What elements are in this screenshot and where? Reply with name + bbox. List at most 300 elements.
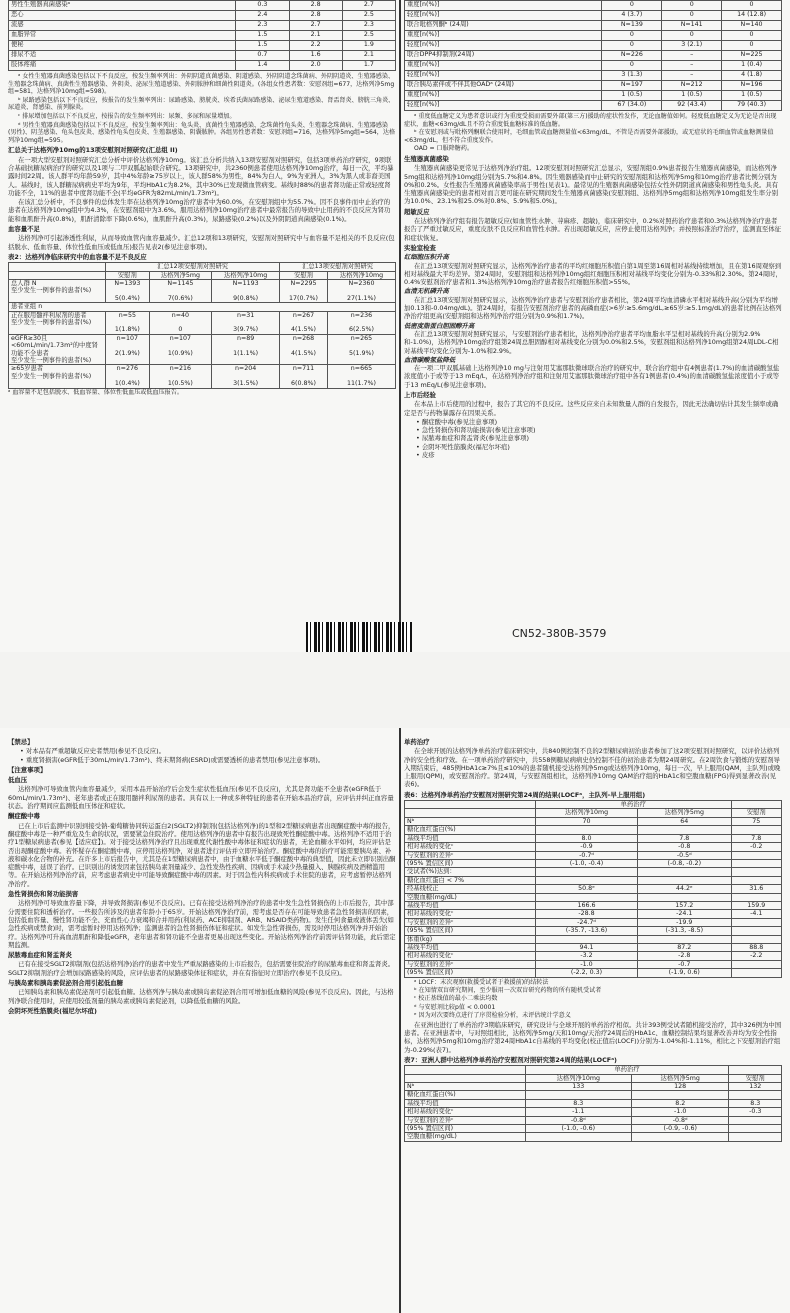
table-cell: 1.9 xyxy=(342,41,395,51)
table6 xyxy=(404,800,782,978)
table6-caption: 表6：达格列净单药治疗安慰剂对照研究第24周的结果(LOCFᵃ，主队列-早上服用组) xyxy=(404,790,646,799)
table-row xyxy=(405,1091,782,1099)
table-cell: 1.7 xyxy=(342,61,395,71)
row-label: 糖化血红蛋白(%) xyxy=(405,826,536,834)
table-row xyxy=(405,969,782,977)
table-cell: (-1.9, 0.6) xyxy=(638,969,732,977)
table-cell: 0.3 xyxy=(236,1,289,11)
top-left-column xyxy=(8,0,396,622)
table-row xyxy=(9,51,396,61)
page-gap xyxy=(0,652,790,728)
table-cell xyxy=(535,935,637,943)
table-header-row xyxy=(405,809,782,817)
genital-paragraph: 生殖器真菌感染更常见于达格列净治疗组。12项安慰剂对照研究汇总显示，安慰剂组0.9%患者报告生殖器真菌感染，而达格列净5mg组和达格列净10mg组分别为5.7%和4.8%。因生殖器感染而中止研究的安慰剂组和达格列净5mg和10mg治疗患者比例分别为0%和0.2%。女性报告生殖器真菌感染率高于男性(见表1)。最常见的生殖器真菌感染包括女性外阴阴道真菌感染和男性龟头炎。具有生殖器真菌感染史的患者相对而言更可能在研究期间发生生殖器真菌感染(安慰剂组、达格列净5mg组和达格列净10mg组发生率分别为10.0%、23.1%和25.0%对0.8%、5.9%和5.0%)。 xyxy=(404,164,779,206)
table-cell: 2.4 xyxy=(236,11,289,21)
table-corner xyxy=(9,263,106,271)
column-header: 达格列净10mg xyxy=(525,1074,631,1082)
bottom-left-column xyxy=(8,736,396,1313)
column-header: 达格列净5mg xyxy=(638,809,732,817)
table-cell: 2.7 xyxy=(289,21,342,31)
footnote: ᵇ 在安慰剂或与吡格列酮联合使用时，毛细血管或血糖测量值<63mg/dL，不管是否需要外部援助，或无症状的毛细血管或血糖测量值<63mg/dL，但不符合重度发作。 xyxy=(404,129,774,144)
row-label: Nᵇ xyxy=(405,1082,526,1090)
row-label: 便秘 xyxy=(9,41,236,51)
subgroup-label: 患者亚组 n xyxy=(9,303,396,311)
column-divider xyxy=(399,0,401,622)
list-item: • 会阴坏死性筋膜炎(福尼尔坏疽) xyxy=(416,443,782,451)
barcode xyxy=(306,622,412,652)
table-cell: -28.8 xyxy=(535,910,637,918)
footnote: OAD = 口服降糖药。 xyxy=(414,145,474,153)
warning-subheading: 会阴坏死性筋膜炎(福尼尔坏疽) xyxy=(8,1006,97,1015)
table-cell xyxy=(731,927,781,935)
table-corner xyxy=(731,801,781,809)
footnote: ᵃ 重度低血糖定义为患者意识或行为重度受损而需要外部(第三方)援助的症状性发作，无论血糖值如何。轻度低血糖定义为无论是否出现症状，血糖<63mg/dL且不符合重度低血糖标准的低血糖。 xyxy=(404,113,777,128)
table-cell: -0.8 xyxy=(638,843,732,851)
table-row xyxy=(405,1082,782,1090)
table-row xyxy=(9,41,396,51)
column-header: 达格列净10mg xyxy=(535,809,637,817)
table-cell xyxy=(525,1133,631,1141)
row-label: 联合胰岛素伴或不伴其他OADᵃ (24周) xyxy=(405,81,602,91)
table-row xyxy=(405,1124,782,1132)
row-label: 血脂异常 xyxy=(9,31,236,41)
table-cell: 79 (40.3) xyxy=(722,101,782,111)
table-cell xyxy=(638,826,732,834)
table-cell: 50.8ᵉ xyxy=(535,885,637,893)
table-cell: 2.8 xyxy=(289,1,342,11)
table-cell: N=1145 7(0.6%) xyxy=(149,280,211,303)
row-label: (95% 置信区间) xyxy=(405,927,536,935)
row-label: 基线平均值 xyxy=(405,943,536,951)
table-cell xyxy=(535,868,637,876)
row-label: (95% 置信区间) xyxy=(405,859,536,867)
row-label: 恶心 xyxy=(9,11,236,21)
warning-subheading: 急性肾损伤和肾功能损害 xyxy=(8,890,79,899)
table-cell: 2.3 xyxy=(342,21,395,31)
row-label: 空腹血糖(mg/dL) xyxy=(405,893,536,901)
paragraph: 在一项大型安慰剂对照研究汇总分析中评价达格列净10mg。该汇总分析共纳入13项安慰剂对照研究，包括3项单药治疗研究，9项联合基础抗糖尿病治疗的研究以及1项与二甲双胍起始联合研究。13项研究中，共2360例患者使用达格列净10mg治疗，每日一次，平均暴露时间22周。该人群平均年龄59岁，其中4%年龄≥75岁以上，该人群58%为男性，84%为白人，9%为亚洲人，3%为黑人或非裔美国人。基线时，该人群糖尿病病史平均为9年，平均HbA1c为8.2%，其中30%已发现微血管病变。基线时88%的患者肾功能正常或轻度肾功能不全，11%的患者中度肾功能不全(平均eGFR为82mL/min/1.73m²)。 xyxy=(8,155,394,197)
table-corner xyxy=(405,801,536,809)
table-cell: 133 xyxy=(525,1082,631,1090)
table-cell xyxy=(731,876,781,884)
table-cell: 1 (0.5) xyxy=(602,91,662,101)
table-row xyxy=(405,61,782,71)
hypovolemia-heading: 血容量不足 xyxy=(8,225,40,234)
list-item: • 对本品有严重超敏反应史者禁用(参见不良反应)。 xyxy=(20,747,396,755)
table-cell: n=268 4(1.5%) xyxy=(280,334,328,365)
list-item: • 重度肾损害(eGFR低于30mL/min/1.73m²)、终末期肾病(ESRD)或需要透析的患者禁用(参见注意事项)。 xyxy=(20,756,396,764)
table-cell: 1 (0.5) xyxy=(662,91,722,101)
row-label: 正在服用髓袢利尿剂的患者 至少发生一例事件的患者(%) xyxy=(9,311,106,334)
table-cell: N=196 xyxy=(722,81,782,91)
bottom-right-column xyxy=(404,736,782,1313)
table-cell: n=216 1(0.5%) xyxy=(149,365,211,388)
lab-paragraph: 在汇总13项安慰剂对照研究显示，达格列净治疗患者与安慰剂治疗患者相比，第24周平均血清磷水平相对基线升高(分别为平均增加0.13和-0.04mg/dL)。第24周时，有报告安慰剂治疗患者的高磷血症(>6岁:≥5.6mg/dL,≥65岁:≥5.1mg/dL)的患者比例在达格列净治疗组更高(安慰剂组和达格列净治疗组分别为0.9%和1.7%)。 xyxy=(404,295,782,321)
table-cell xyxy=(731,969,781,977)
paragraph: 在该汇总分析中，不良事件的总体发生率在达格列净10mg治疗患者中为60.0%，在安慰剂组中为55.7%。因不良事件而中止治疗的患者在达格列净10mg组中为4.3%，在安慰剂组中为3.6%。服用达格列净10mg治疗患者中最常报告的导致中止用药的不良反应为肾功能和血肌酐升高(0.8%)，肌酐清除率下降(0.6%)，血肌酐升高(0.3%)，尿路感染(0.2%)以及外阴阴道真菌感染(0.1%)。 xyxy=(8,198,391,223)
table-row xyxy=(9,311,396,334)
top-right-column xyxy=(404,0,782,622)
table-row xyxy=(405,859,782,867)
footnote: ᶜ 校正基线值的最小二乘法均数 xyxy=(414,995,498,1003)
column-header: 达格列净5mg xyxy=(631,1074,728,1082)
table-cell: (-31.3, -8.5) xyxy=(638,927,732,935)
table-cell: 0 xyxy=(662,1,722,11)
table-row xyxy=(9,21,396,31)
footnote: ᶜ 排尿增加包括以下不良反应，按报告的发生频率列出：尿频、多尿和尿量增加。 xyxy=(18,112,236,120)
table-cell: -4.1 xyxy=(731,910,781,918)
table-cell: -2.8 xyxy=(638,952,732,960)
table-cell xyxy=(729,1133,782,1141)
hypoglycemia-footnotes xyxy=(404,113,782,153)
row-label: 联合吡格列酮ᵇ (24周) xyxy=(405,21,602,31)
table-cell: 157.2 xyxy=(638,901,732,909)
table-cell: 0.7 xyxy=(236,51,289,61)
table-row xyxy=(9,334,396,365)
table-cell: N=140 xyxy=(722,21,782,31)
table-cell: -3.2 xyxy=(535,952,637,960)
table-row xyxy=(405,71,782,81)
table-cell: 1.5 xyxy=(236,31,289,41)
table-cell xyxy=(729,1091,782,1099)
table-header-row xyxy=(9,271,396,279)
table2-caption: 表2：达格列净临床研究中的血容量不足不良反应 xyxy=(8,252,147,261)
table-cell xyxy=(638,868,732,876)
table-cell: 159.9 xyxy=(731,901,781,909)
table-cell: 2.8 xyxy=(289,11,342,21)
table-corner xyxy=(405,1074,526,1082)
table-cell: 2.3 xyxy=(236,21,289,31)
table-cell xyxy=(631,1133,728,1141)
table-cell: N=141 xyxy=(662,21,722,31)
row-label: 基线平均值 xyxy=(405,901,536,909)
warning-subheading: 与胰岛素和胰岛素促泌剂合用引起低血糖 xyxy=(8,979,124,988)
table-cell: 0 xyxy=(722,31,782,41)
lab-subheading: 血清碳酸氢盐降低 xyxy=(404,355,456,364)
table-cell: 7.8 xyxy=(638,834,732,842)
table-cell: 3 (2.1) xyxy=(662,41,722,51)
row-label: 糖化血红蛋白 < 7% xyxy=(405,876,536,884)
row-label: 经基线校正 xyxy=(405,885,536,893)
table-cell: (-0.8, -0.2) xyxy=(638,859,732,867)
row-label: 排尿不适 xyxy=(9,51,236,61)
table6-footnotes xyxy=(404,979,782,1020)
row-label: 与安慰剂的差异ᶜ xyxy=(405,960,536,968)
row-label: (95% 置信区间) xyxy=(405,1124,526,1132)
table-row xyxy=(405,935,782,943)
group-header: 单药治疗 xyxy=(525,1066,729,1074)
table-row xyxy=(405,11,782,21)
table-cell: -0.5ᵈ xyxy=(638,851,732,859)
table-row xyxy=(405,901,782,909)
table-cell: -1.0 xyxy=(631,1108,728,1116)
lab-sections xyxy=(404,253,782,389)
table-cell: 7.8 xyxy=(731,834,781,842)
table-cell: -0.9 xyxy=(535,843,637,851)
warning-subheading: 酮症酸中毒 xyxy=(8,812,40,821)
genital-heading: 生殖器真菌感染 xyxy=(404,154,449,163)
table-cell xyxy=(631,1091,728,1099)
row-label: 基线平均值 xyxy=(405,1099,526,1107)
table-cell: N=212 xyxy=(662,81,722,91)
table-row xyxy=(405,21,782,31)
table-cell: 44.2ᵉ xyxy=(638,885,732,893)
asia-paragraph: 在亚洲也进行了单药治疗3期临床研究，研究设计与全球开展的单药治疗相似。共计393例受试者随机接受治疗，其中326例为中国患者。在亚洲患者中，与对照组相比，达格列净5mg/天和10mg/天治疗24周后的HbA1c、血糖控制结果均显著改善并均为安全性指标，达格列净5mg和10mg治疗第24周HbA1c自基线的平均变化(校正值后(LOCF))分别为-1.04%和-1.11%，相比之下安慰剂治疗组为-0.29%(表7)。 xyxy=(404,1020,782,1054)
table-cell: n=665 11(1.7%) xyxy=(327,365,395,388)
table-cell: (-0.9, -0.6) xyxy=(631,1124,728,1132)
warning-subheading: 低血压 xyxy=(8,776,28,785)
table-row xyxy=(9,280,396,303)
table-cell xyxy=(731,960,781,968)
column-header: 安慰剂 xyxy=(729,1074,782,1082)
table-row xyxy=(405,41,782,51)
list-item: • 尿脓毒血症和肾盂肾炎(参见注意事项) xyxy=(416,434,782,442)
postmarketing-heading: 上市后经验 xyxy=(404,390,436,399)
table-cell: 88.8 xyxy=(731,943,781,951)
column-header: 安慰剂 xyxy=(280,271,328,279)
table-cell: n=89 1(1.1%) xyxy=(212,334,280,365)
table-cell: 4 (1.8) xyxy=(722,71,782,81)
table-row xyxy=(405,885,782,893)
table-row xyxy=(405,843,782,851)
warning-paragraph: 已在上市后监测中识别到接受钠-葡萄糖协同转运蛋白2(SGLT2)抑制剂(包括达格列净)的1型和2型糖尿病患者出现酮症酸中毒的报告，酮症酸中毒是一种严重危及生命的状况，需要紧急住院治疗。使用达格列净的患者中有报告出现致死性酮症酸中毒。达格列净不适用于治疗1型糖尿病患者(参见【适应症】)。对于接受达格列净治疗且出现重度代谢性酸中毒体征和症状的患者，无论血糖水平如何，均应评估是否出现酮症酸中毒。若怀疑存在酮症酸中毒，应停用达格列净，对患者进行评估并立即开始治疗。酮症酸中毒的治疗可能需要胰岛素、补液和碳水化合物的补充。在许多上市后报告中，尤其是在1型糖尿病患者中，由于血糖水平低于酮症酸中毒的典型值，因此未立即识别出酮症酸中毒，延误了治疗。已识别出的诱发因素包括胰岛素剂量减少、急性发热性疾病、因病或手术减少热量摄入、胰腺疾病及酒精滥用等。在开始达格列净治疗前，应考虑患者病史中可能导致酮症酸中毒的因素。对于因急性内科疾病或手术住院的患者，应考虑暂停达格列净治疗。 xyxy=(8,821,396,888)
table-row xyxy=(405,943,782,951)
table-cell xyxy=(729,1124,782,1132)
table-cell: -2.2 xyxy=(731,952,781,960)
table-cell: (-35.7, -13.6) xyxy=(535,927,637,935)
list-item: • 皮疹 xyxy=(416,451,782,459)
table-row xyxy=(405,81,782,91)
table-cell: (-1.0, -0.6) xyxy=(525,1124,631,1132)
table-cell xyxy=(535,893,637,901)
table-cell: -0.2 xyxy=(731,843,781,851)
table-row xyxy=(405,1,782,11)
table-cell: N=139 xyxy=(602,21,662,31)
table-cell: 0 xyxy=(602,31,662,41)
row-label: 相对基线的变化ᶜ xyxy=(405,910,536,918)
table-cell: -0.7 xyxy=(638,960,732,968)
lab-subheading: 血清无机磷升高 xyxy=(404,287,449,296)
table-header-row xyxy=(405,1074,782,1082)
table-cell xyxy=(731,918,781,926)
table-corner xyxy=(9,271,106,279)
table-row xyxy=(9,61,396,71)
document-code: CN52-380B-3579 xyxy=(512,627,607,640)
table-cell: 2.5 xyxy=(342,31,395,41)
row-label: 联合DPP4抑制剂(24周) xyxy=(405,51,602,61)
table-cell: -24.7ᵈ xyxy=(535,918,637,926)
table-cell: 1 (0.4) xyxy=(722,61,782,71)
table-cell: 14 (12.8) xyxy=(722,11,782,21)
column-divider-bottom xyxy=(399,728,401,1313)
group-header: 单药治疗 xyxy=(535,801,731,809)
table-cell: -0.7ᵈ xyxy=(535,851,637,859)
table-cell xyxy=(729,1116,782,1124)
table-row xyxy=(405,91,782,101)
table2 xyxy=(8,262,396,389)
pool13-header: 汇总13项安慰剂对照研究 xyxy=(280,263,396,271)
row-label: 糖化血红蛋白(%) xyxy=(405,1091,526,1099)
warning-paragraph: 达格列净可导致血容量下降，并导致肾损害(参见不良反应)。已有在接受达格列净治疗的患者中发生急性肾损伤的上市后报告，其中部分需要住院和透析治疗。一些报告所涉及的患者年龄小于65岁。开始达格列净治疗前，需考虑是否存在可能导致患者急性肾损害的因素，包括低血容量、慢性肾功能不全、充血性心力衰竭和合并用药(利尿药、ACE抑制剂、ARB、NSAID类药物)。发生任何食量或液体丢失(如急性疾病或禁食)时，需考虑暂时停用达格列净；监测患者的急性肾损伤体征和症状。如发生急性肾损伤，需及时停用达格列净并开始治疗。达格列净可升高血清肌酐和降低eGFR，老年患者和肾功能不全患者更易出现这些变化。开始达格列净治疗前需评估肾功能，此后需定期监测。 xyxy=(8,899,396,949)
lab-paragraph: 在一项二甲双胍基础上达格列净10 mg与注射用艾塞那肽微球联合治疗的研究中，联合治疗组中有4例患者(1.7%)的血清碳酸氢盐浓度值小于或等于13 mEq/L，在达格列净治疗组和注射用艾塞那肽微球治疗组中各有1例患者(0.4%)的血清碳酸氢盐浓度值小于或等于13 mEq/L(参见注意事项)。 xyxy=(404,364,780,389)
table-cell xyxy=(731,826,781,834)
table-cell xyxy=(638,935,732,943)
table-row xyxy=(9,11,396,21)
table-corner xyxy=(405,1066,526,1074)
warning-paragraph: 达格列净可导致血管内血容量减少，采用本品开始治疗后会发生症状性低血压(参见不良反应)，尤其是肾功能不全患者(eGFR低于60mL/min/1.73m²)、老年患者或正在服用髓袢利尿剂的患者。具有以上一种或多种特征的患者在开始本品治疗前，应评估并纠正血容量状态。治疗期间应监测低血压体征和症状。 xyxy=(8,785,394,811)
table1-footnotes xyxy=(8,73,396,144)
table-cell: 8.3 xyxy=(525,1099,631,1107)
contraindications-list xyxy=(8,747,396,764)
table-cell: 70 xyxy=(535,817,637,825)
postmarketing-paragraph: 在本品上市后使用的过程中，报告了其它的不良反应。这些反应来自未知数量人群的自发报告，因此无法确切估计其发生频率或确定是否与药物暴露存在因果关系。 xyxy=(404,400,779,417)
row-label: 轻度[n(%)] xyxy=(405,41,602,51)
table-row xyxy=(405,1108,782,1116)
table-cell: (-2.2, 0.3) xyxy=(535,969,637,977)
lab-subheading: 红细胞压积升高 xyxy=(404,253,449,262)
column-header: 安慰剂 xyxy=(731,809,781,817)
table-cell: 2.1 xyxy=(342,51,395,61)
table-cell: 8.0 xyxy=(535,834,637,842)
hypoglycemia-table-tail xyxy=(404,0,782,111)
table-row xyxy=(405,817,782,825)
footnote: ᵃ LOCF：末次观察(救援受试者于救援前)的结转法 xyxy=(414,978,549,986)
table-row xyxy=(405,51,782,61)
warning-paragraph: 已知胰岛素和胰岛素促泌剂可引起低血糖。达格列净与胰岛素或胰岛素促泌剂合用可增加低血糖的风险(参见不良反应)。因此，与达格列净联合使用时，应使用较低剂量的胰岛素或胰岛素促泌剂，以降低低血糖的风险。 xyxy=(8,988,394,1005)
table-cell xyxy=(638,876,732,884)
table-row xyxy=(9,1,396,11)
warnings-heading: 【注意事项】 xyxy=(8,765,47,774)
hypovolemia-paragraph: 达格列净可引起渗透性利尿，从而导致血管内血容量减少。汇总12项和13项研究，安慰剂对照研究中与血容量不足相关的不良反应(包括脱水、低血容量、体位性低血压或低血压)报告见表2(参见注意事项)。 xyxy=(8,234,395,251)
pool-heading: 汇总关于达格列净10mg的13项安慰剂对照研究(汇总组 II) xyxy=(8,146,178,155)
table-cell xyxy=(731,851,781,859)
row-label: 轻度[n(%)] xyxy=(405,101,602,111)
table-cell: 2.5 xyxy=(342,11,395,21)
table-cell: -19.9 xyxy=(638,918,732,926)
table-header-row xyxy=(9,263,396,271)
table-cell: N=226 xyxy=(602,51,662,61)
table-cell: N=1393 5(0.4%) xyxy=(106,280,150,303)
table-cell: n=265 5(1.9%) xyxy=(327,334,395,365)
table-row xyxy=(405,1116,782,1124)
row-label: 受试者(%)达到： xyxy=(405,868,536,876)
table-row xyxy=(405,918,782,926)
monotherapy-heading: 单药治疗 xyxy=(404,738,430,746)
row-label: 相对基线的变化ᶜ xyxy=(405,952,536,960)
row-label: 与安慰剂的差异ᶜ xyxy=(405,1116,526,1124)
bottom-page xyxy=(0,728,790,1313)
table-cell: – xyxy=(662,61,722,71)
table-cell xyxy=(525,1091,631,1099)
row-label: 体重(kg) xyxy=(405,935,536,943)
row-label: 轻度[n(%)] xyxy=(405,71,602,81)
column-header: 达格列净5mg xyxy=(149,271,211,279)
table-cell: – xyxy=(662,71,722,81)
table-cell: 1 (0.5) xyxy=(722,91,782,101)
row-label: 基线平均值 xyxy=(405,834,536,842)
pool12-header: 汇总12项安慰剂对照研究 xyxy=(106,263,280,271)
table-cell: 0 xyxy=(602,61,662,71)
adverse-reaction-table-tail xyxy=(8,0,396,71)
table-header-row xyxy=(405,1066,782,1074)
table-cell: 92 (43.4) xyxy=(662,101,722,111)
table-cell: -1.1 xyxy=(525,1108,631,1116)
row-label: (95% 置信区间) xyxy=(405,969,536,977)
table-cell: -0.3 xyxy=(729,1108,782,1116)
table-cell: – xyxy=(662,51,722,61)
table-cell: 8.3 xyxy=(729,1099,782,1107)
table-cell xyxy=(731,868,781,876)
row-label: 流感 xyxy=(9,21,236,31)
warning-subheading: 尿脓毒血症和肾盂肾炎 xyxy=(8,951,72,960)
table-cell: 2.0 xyxy=(289,61,342,71)
list-item: • 酮症酸中毒(参见注意事项) xyxy=(416,418,782,426)
pool-paragraphs xyxy=(8,156,396,223)
column-header: 达格列净10mg xyxy=(327,271,395,279)
table-row xyxy=(405,31,782,41)
row-label: eGFR≥30且<60mL/min/1.73m²的中度肾功能不全患者 至少发生一例事件的患者(%) xyxy=(9,334,106,365)
row-label: 肢体疼痛 xyxy=(9,61,236,71)
table-cell: N=1193 9(0.8%) xyxy=(212,280,280,303)
table-cell: n=107 2(1.9%) xyxy=(106,334,150,365)
table-cell: 94.1 xyxy=(535,943,637,951)
table-cell: 3 (1.3) xyxy=(602,71,662,81)
table-cell: n=55 1(1.8%) xyxy=(106,311,150,334)
table-cell: n=40 0 xyxy=(149,311,211,334)
row-label: ≥65岁患者 至少发生一例事件的患者(%) xyxy=(9,365,106,388)
table-cell: -0.8ᵈ xyxy=(631,1116,728,1124)
lab-heading: 实验室检查 xyxy=(404,243,436,252)
row-label: 重度[n(%)] xyxy=(405,61,602,71)
table-row xyxy=(405,910,782,918)
row-label: 重度[n(%)] xyxy=(405,1,602,11)
footnote: ᵇ 尿路感染包括以下不良反应，按报告的发生频率列出：尿路感染、膀胱炎、埃希氏菌尿路感染、泌尿生殖道感染、肾盂肾炎、膀胱三角炎、尿道炎、肾感染、前列腺炎。 xyxy=(8,96,395,112)
lab-paragraph: 在汇总13项安慰剂对照研究显示，达格列净治疗患者的平均红细胞压积值自第1周至第16周相对基线持续增加，且在第16周观察到相对基线最大平均差异。第24周时，安慰剂组和达格列净10mg组红细胞压积相对基线平均变化分别为-0.33%和2.30%。第24周时，0.4%安慰剂治疗患者和1.3%达格列净10mg治疗患者报告红细胞压积值>55%。 xyxy=(404,261,782,287)
footnote: ᵇ 在知情双盲研究期间，至少服用一次双盲研究药物的所有随机受试者 xyxy=(414,987,602,995)
table-cell: 2.1 xyxy=(289,31,342,41)
table-cell: 0 xyxy=(662,31,722,41)
table-cell: n=31 3(9.7%) xyxy=(212,311,280,334)
row-label: 与安慰剂的差异ᶜ xyxy=(405,851,536,859)
lab-subheading: 低密度脂蛋白胆固醇升高 xyxy=(404,321,475,330)
table7-caption: 表7：亚洲人群中达格列净单药治疗安慰剂对照研究第24周的结果(LOCFᵃ) xyxy=(404,1055,617,1064)
table-cell: -24.1 xyxy=(638,910,732,918)
row-label: Nᵇ xyxy=(405,817,536,825)
subgroup-row xyxy=(9,303,396,311)
table-cell xyxy=(731,859,781,867)
table-cell xyxy=(731,935,781,943)
table-cell: n=267 4(1.5%) xyxy=(280,311,328,334)
table-row xyxy=(9,365,396,388)
table-cell xyxy=(535,876,637,884)
table-cell: N=225 xyxy=(722,51,782,61)
table-cell: 0 xyxy=(602,41,662,51)
table-cell: 64 xyxy=(638,817,732,825)
footnote: ᵈ 男性生殖器真菌感染包括以下不良反应，按发生频率列出：龟头炎、真菌性生殖器感染、念珠菌性龟头炎、生殖器念珠菌病、生殖器感染(男性)、阴茎感染、龟头包皮炎、感染性龟头包皮炎、生殖器感染、阴囊脓肿。各组男性患者数：安慰剂组=716，达格列净5mg组=564，达格列净10mg组=595。 xyxy=(8,121,396,144)
table-cell: 87.2 xyxy=(638,943,732,951)
table-cell: 4 (3.7) xyxy=(602,11,662,21)
footnote: ᵈ 与安慰剂比较p值 < 0.0001 xyxy=(414,1003,496,1011)
monotherapy-paragraph: 在全球开展的达格列净单药治疗临床研究中，共840例控制不良的2型糖尿病初治患者参加了这2项安慰剂对照研究，以评价达格列净的安全性和疗效。在一项单药治疗研究中，共558例糖尿病病史仍控制不佳的初治患者为期24周研究。在2周饮食与锻炼的安慰剂导入期结束后，485例HbA1c≥7%且≤10%的患者随机接受达格列净5mg或达格列净10mg，每日一次，早上服用(QAM，主队列)或晚上服用(QPM)，或安慰剂治疗。第24周，与安慰剂组相比，达格列净10mg QAM治疗组的HbA1c和空腹血糖(FPG)得到显著改善(见表6)。 xyxy=(404,747,781,789)
footnote: ᵉ 因为对次要终点进行了序贯检验分析，未评估统计学意义 xyxy=(414,1012,571,1020)
table-cell: 132 xyxy=(729,1082,782,1090)
row-label: 相对基线的变化ᶜ xyxy=(405,843,536,851)
row-label: 与安慰剂的差异ᶜ xyxy=(405,918,536,926)
table-row xyxy=(405,101,782,111)
table-cell: 2.7 xyxy=(342,1,395,11)
table-cell: -1.0 xyxy=(535,960,637,968)
table-cell: 1.5 xyxy=(236,41,289,51)
